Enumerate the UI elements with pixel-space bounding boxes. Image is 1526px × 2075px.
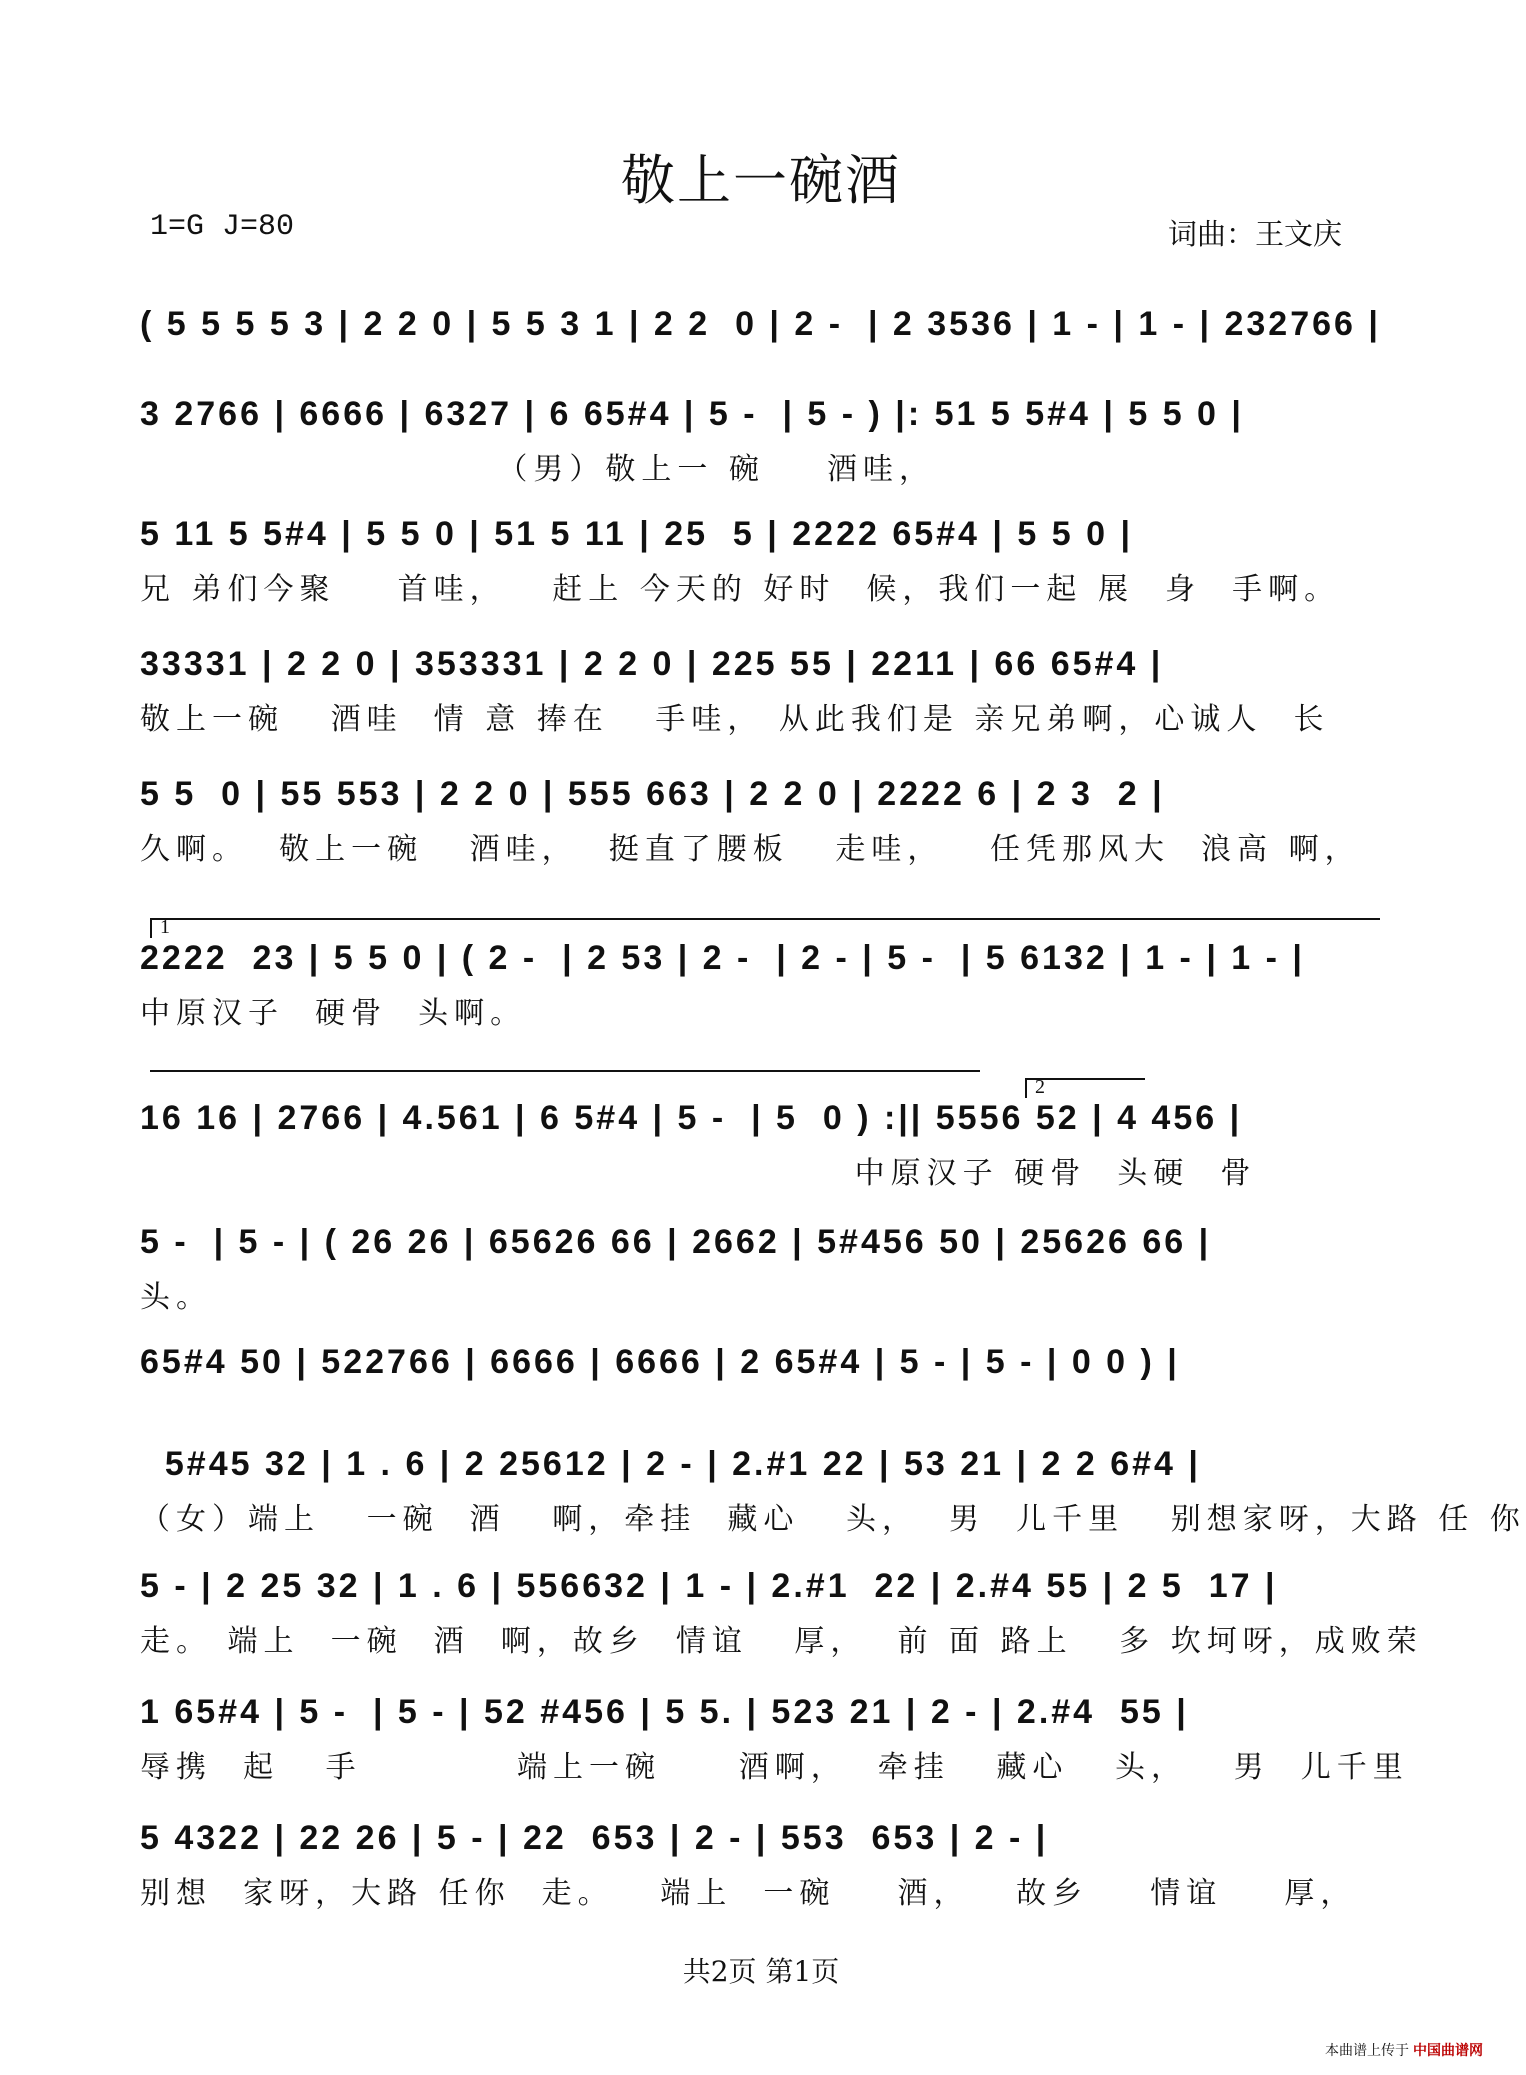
notes-line: 1 65#4 | 5 - | 5 - | 52 #456 | 5 5. | 523 21 | 2 - | 2.#4 55 | — [140, 1692, 1189, 1731]
composer-credit: 词曲：王文庆 — [1168, 217, 1343, 251]
lyrics-line: 中原汉子 硬骨 头啊。 — [140, 996, 527, 1031]
volta-number: 1 — [160, 916, 170, 938]
staff-row — [0, 1432, 1526, 1572]
staff-row — [0, 926, 1522, 1066]
lyrics-line: 兄 弟们今聚 首哇， 赶上 今天的 好时 候，我们一起 展 身 手啊。 — [140, 572, 1341, 607]
lyrics-line: 中原汉子 硬骨 头硬 骨 — [140, 1156, 1257, 1191]
lyrics-line: 辱携 起 手 端上一碗 酒啊， 牵挂 藏心 头， 男 儿千里 — [140, 1750, 1409, 1785]
notes-line: 5 5 0 | 55 553 | 2 2 0 | 555 663 | 2 2 0 | 2222 6 | 2 3 2 | — [140, 774, 1165, 813]
notes-line: 5#45 32 | 1 . 6 | 2 25612 | 2 - | 2.#1 22 | 53 21 | 2 2 6#4 | — [140, 1444, 1201, 1483]
notes-line: 5 4322 | 22 26 | 5 - | 22 653 | 2 - | 553 653 | 2 - | — [140, 1818, 1049, 1857]
staff-row — [0, 632, 1522, 772]
notes-line: 33331 | 2 2 0 | 353331 | 2 2 0 | 225 55 | 2211 | 66 65#4 | — [140, 644, 1164, 683]
upload-note: 本曲谱上传于 — [1325, 2043, 1409, 2059]
staff-row — [0, 502, 1522, 642]
lyrics-line: 别想 家呀，大路 任你 走。 端上 一碗 酒， 故乡 情谊 厚， — [140, 1876, 1357, 1911]
staff-row — [0, 1210, 1522, 1350]
key-tempo: 1=G J=80 — [150, 210, 295, 244]
page-number: 共2页 第1页 — [682, 1955, 840, 1988]
staff-row — [0, 382, 1522, 522]
staff-row — [0, 762, 1522, 902]
notes-line: 5 - | 2 25 32 | 1 . 6 | 556632 | 1 - | 2.#1 22 | 2.#4 55 | 2 5 17 | — [140, 1566, 1278, 1605]
notes-line: 65#4 50 | 522766 | 6666 | 6666 | 2 65#4 | 5 - | 5 - | 0 0 ) | — [140, 1342, 1180, 1381]
lyrics-line: （男）敬上一 碗 酒哇， — [140, 452, 936, 487]
volta-number: 2 — [1035, 1076, 1045, 1098]
site-logo: 中国曲谱网 — [1413, 2043, 1483, 2059]
notes-line: 3 2766 | 6666 | 6327 | 6 65#4 | 5 - | 5 - ) |: 51 5 5#4 | 5 5 0 | — [140, 394, 1244, 433]
lyrics-line: （女）端上 一碗 酒 啊，牵挂 藏心 头， 男 儿千里 别想家呀，大路 任 你 — [140, 1502, 1526, 1537]
notes-line: ( 5 5 5 5 3 | 2 2 0 | 5 5 3 1 | 2 2 0 | 2 - | 2 3536 | 1 - | 1 - | 232766 | — [140, 304, 1381, 343]
lyrics-line: 走。 端上 一碗 酒 啊，故乡 情谊 厚， 前 面 路上 多 坎坷呀，成败荣 — [140, 1624, 1423, 1659]
staff-row — [0, 1086, 1522, 1226]
upload-watermark — [1325, 2040, 1483, 2060]
song-title: 敬上一碗酒 — [621, 149, 901, 212]
staff-row — [0, 1554, 1522, 1694]
notes-line: 5 11 5 5#4 | 5 5 0 | 51 5 11 | 25 5 | 2222 65#4 | 5 5 0 | — [140, 514, 1133, 553]
notes-line: 2222 23 | 5 5 0 | ( 2 - | 2 53 | 2 - | 2 - | 5 - | 5 6132 | 1 - | 1 - | — [140, 938, 1305, 977]
lyrics-line: 敬上一碗 酒哇 情 意 捧在 手哇， 从此我们是 亲兄弟啊，心诚人 长 — [140, 702, 1330, 737]
lyrics-line: 头。 — [140, 1280, 212, 1315]
staff-row — [0, 1680, 1522, 1820]
notes-line: 16 16 | 2766 | 4.561 | 6 5#4 | 5 - | 5 0 ) :|| 5556 52 | 4 456 | — [140, 1098, 1243, 1137]
lyrics-line: 久啊。 敬上一碗 酒哇， 挺直了腰板 走哇， 任凭那风大 浪高 啊， — [140, 832, 1361, 867]
notes-line: 5 - | 5 - | ( 26 26 | 65626 66 | 2662 | 5#456 50 | 25626 66 | — [140, 1222, 1212, 1261]
staff-row — [0, 1806, 1522, 1946]
